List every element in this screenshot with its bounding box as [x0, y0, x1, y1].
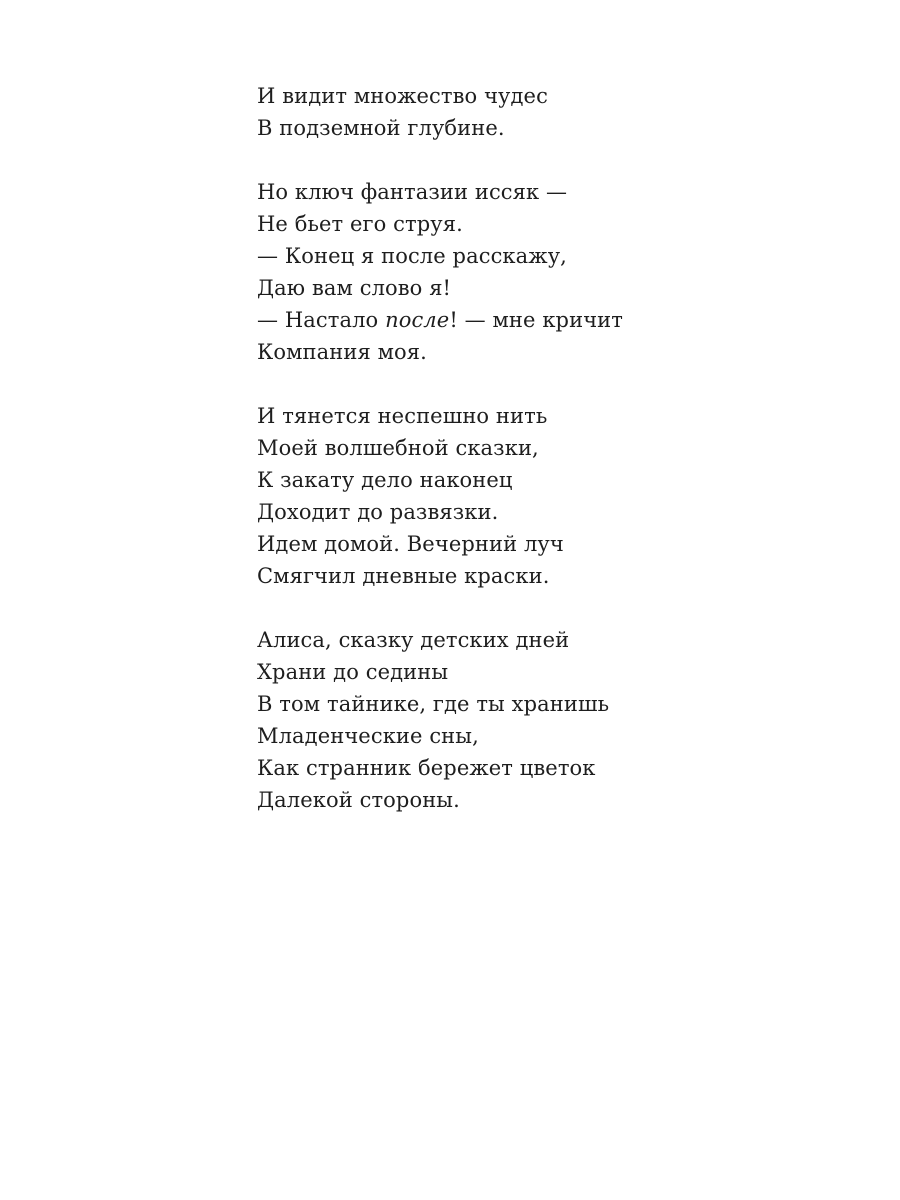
poem-line: Компания моя.: [257, 340, 427, 364]
stanza-2: [257, 176, 777, 368]
italic-word: после: [385, 308, 450, 332]
poem-line: Младенческие сны,: [257, 724, 479, 748]
poem-line: В подземной глубине.: [257, 116, 505, 140]
line-text-after: ! — мне кричит: [449, 308, 623, 332]
poem-line: Алиса, сказку детских дней: [257, 628, 570, 652]
stanza-4: [257, 624, 777, 816]
stanza-3: [257, 400, 777, 592]
poem-line: Смягчил дневные краски.: [257, 564, 550, 588]
poem-line: Идем домой. Вечерний луч: [257, 532, 564, 556]
poem-line: Храни до седины: [257, 660, 449, 684]
poem-line: В том тайнике, где ты хранишь: [257, 692, 610, 716]
poem-text: [257, 80, 777, 848]
poem-line: Доходит до развязки.: [257, 500, 499, 524]
poem-line: И видит множество чудес: [257, 84, 548, 108]
poem-line: Но ключ фантазии иссяк —: [257, 180, 568, 204]
poem-line: Не бьет его струя.: [257, 212, 463, 236]
poem-line: — Конец я после расскажу,: [257, 244, 567, 268]
poem-line: К закату дело наконец: [257, 468, 513, 492]
poem-line-with-italic: [257, 304, 777, 336]
poem-line: И тянется неспешно нить: [257, 404, 548, 428]
poem-line: Моей волшебной сказки,: [257, 436, 539, 460]
poem-line: Далекой стороны.: [257, 788, 460, 812]
line-text-before: — Настало: [257, 308, 386, 332]
poem-line: Даю вам слово я!: [257, 276, 452, 300]
stanza-1: [257, 80, 777, 144]
poem-line: Как странник бережет цветок: [257, 756, 596, 780]
